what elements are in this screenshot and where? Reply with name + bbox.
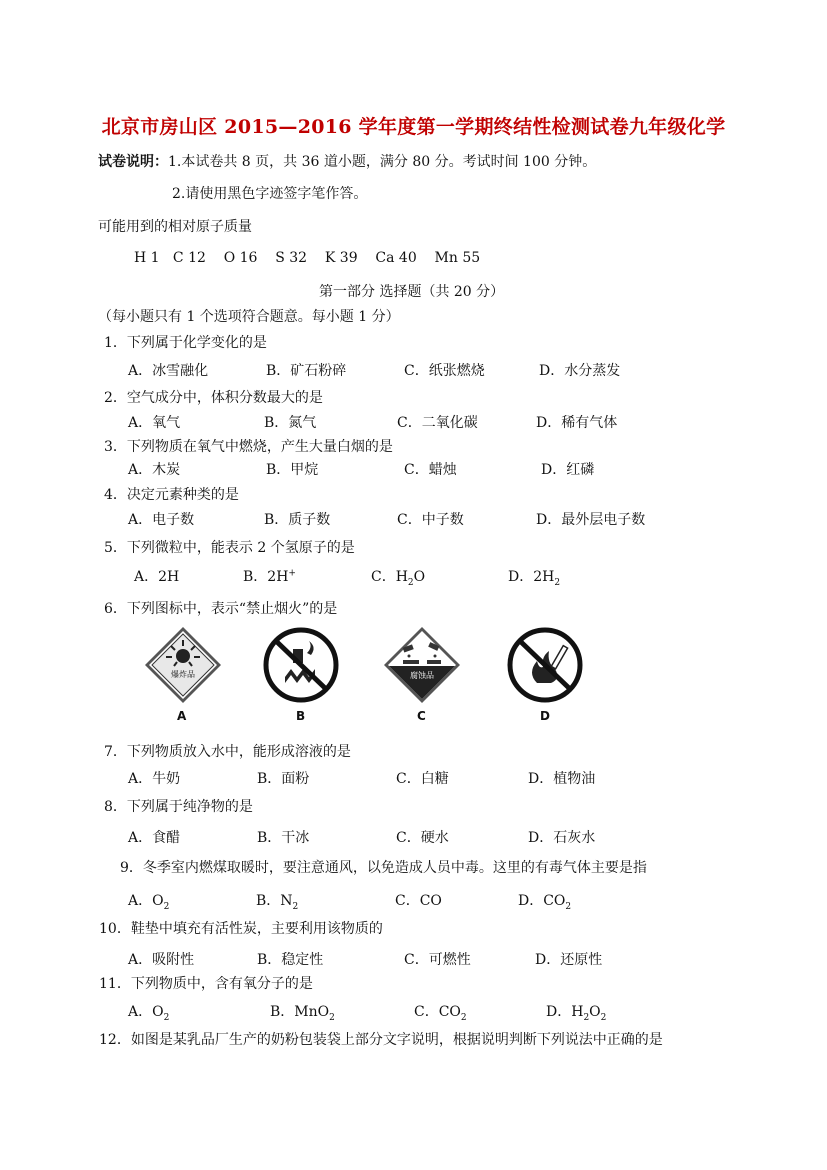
q9-option-b: B．$N_2$ [256,893,299,912]
q3-option-d: D．红磷 [541,462,595,478]
question-6-stem: 6．下列图标中，表示“禁止烟火”的是 [104,601,338,617]
explosive-sign-icon [144,626,222,704]
question-12-stem: 12．如图是某乳品厂生产的奶粉包装袋上部分文字说明，根据说明判断下列说法中正确的是 [99,1032,663,1048]
q10-option-d: D．还原性 [535,952,603,968]
instructions-label: 试卷说明： [98,154,168,170]
q4-option-d: D．最外层电子数 [536,512,646,528]
q7-option-c: C．白糖 [396,771,449,787]
q1-option-a: A．冰雪融化 [128,363,209,379]
q10-option-c: C．可燃性 [404,952,471,968]
q3-option-a: A．木炭 [128,462,181,478]
q11-option-b: B．MnO$_2$ [270,1004,335,1023]
q11-option-d: D．$H_2O_2$ [546,1004,607,1023]
explosive-sign-text: 爆炸品 [171,670,195,679]
question-9-stem: 9．冬季室内燃煤取暖时，要注意通风，以免造成人员中毒。这里的有毒气体主要是指 [120,860,647,876]
q7-option-a: A．牛奶 [128,771,181,787]
q4-option-a: A．电子数 [128,512,195,528]
corrosive-sign-icon [383,626,461,704]
q5-option-b: B．2H+ [243,568,296,585]
instructions-text-1: 1.本试卷共 8 页，共 36 道小题，满分 80 分。考试时间 100 分钟。 [168,154,597,170]
question-1-stem: 1．下列属于化学变化的是 [104,335,267,351]
question-2-stem: 2．空气成分中，体积分数最大的是 [104,390,323,406]
icon-label-b: B [296,709,306,723]
q7-option-d: D．植物油 [528,771,596,787]
icon-label-c: C [417,709,426,723]
question-4-stem: 4．决定元素种类的是 [104,487,239,503]
q9-option-d: D．$CO_2$ [518,893,572,912]
corrosive-sign-text: 腐蚀品 [410,671,434,680]
question-3-stem: 3．下列物质在氧气中燃烧，产生大量白烟的是 [104,439,393,455]
q9-option-c: C．CO [395,893,442,909]
q4-option-b: B．质子数 [264,512,331,528]
q1-option-c: C．纸张燃烧 [404,363,485,379]
q8-option-b: B．干冰 [257,830,310,846]
q11-option-c: C．$CO_2$ [414,1004,467,1023]
q11-option-a: A．$O_2$ [128,1004,170,1023]
q2-option-c: C．二氧化碳 [397,415,478,431]
question-8-stem: 8．下列属于纯净物的是 [104,799,253,815]
q3-option-b: B．甲烷 [266,462,319,478]
q2-option-a: A．氧气 [128,415,181,431]
q1-option-d: D．水分蒸发 [539,363,621,379]
no-smoking-sign-icon [263,627,339,703]
no-fire-sign-icon [507,627,583,703]
q5-option-a: A．2H [134,569,180,585]
question-10-stem: 10．鞋垫中填充有活性炭，主要利用该物质的 [99,921,383,937]
q10-option-b: B．稳定性 [257,952,324,968]
q5-option-c: C．$H_2O$ [371,569,426,588]
question-5-stem: 5．下列微粒中，能表示 2 个氢原子的是 [104,540,355,556]
q8-option-a: A．食醋 [128,830,181,846]
atomic-mass-heading: 可能用到的相对原子质量 [98,219,252,235]
instructions-line-2: 2.请使用黑色字迹签字笔作答。 [172,186,368,202]
q2-option-b: B．氮气 [264,415,317,431]
q5-option-d: D．$2H_2$ [508,569,561,588]
page-title: 北京市房山区 2015—2016 学年度第一学期终结性检测试卷九年级化学 [101,116,726,138]
icon-label-a: A [177,709,187,723]
atomic-mass-values: H 1 C 12 O 16 S 32 K 39 Ca 40 Mn 55 [134,250,481,266]
q3-option-c: C．蜡烛 [404,462,457,478]
q7-option-b: B．面粉 [257,771,310,787]
question-11-stem: 11．下列物质中，含有氧分子的是 [99,976,313,992]
q1-option-b: B．矿石粉碎 [266,363,347,379]
section-note: （每小题只有 1 个选项符合题意。每小题 1 分） [98,309,400,325]
q4-option-c: C．中子数 [397,512,464,528]
q8-option-c: C．硬水 [396,830,449,846]
q2-option-d: D．稀有气体 [536,415,618,431]
section-title: 第一部分 选择题（共 20 分） [319,284,505,300]
icon-label-d: D [540,709,550,723]
q10-option-a: A．吸附性 [128,952,195,968]
q8-option-d: D．石灰水 [528,830,596,846]
instructions-line-1 [98,151,596,171]
question-7-stem: 7．下列物质放入水中，能形成溶液的是 [104,744,351,760]
q9-option-a: A．$O_2$ [128,893,170,912]
